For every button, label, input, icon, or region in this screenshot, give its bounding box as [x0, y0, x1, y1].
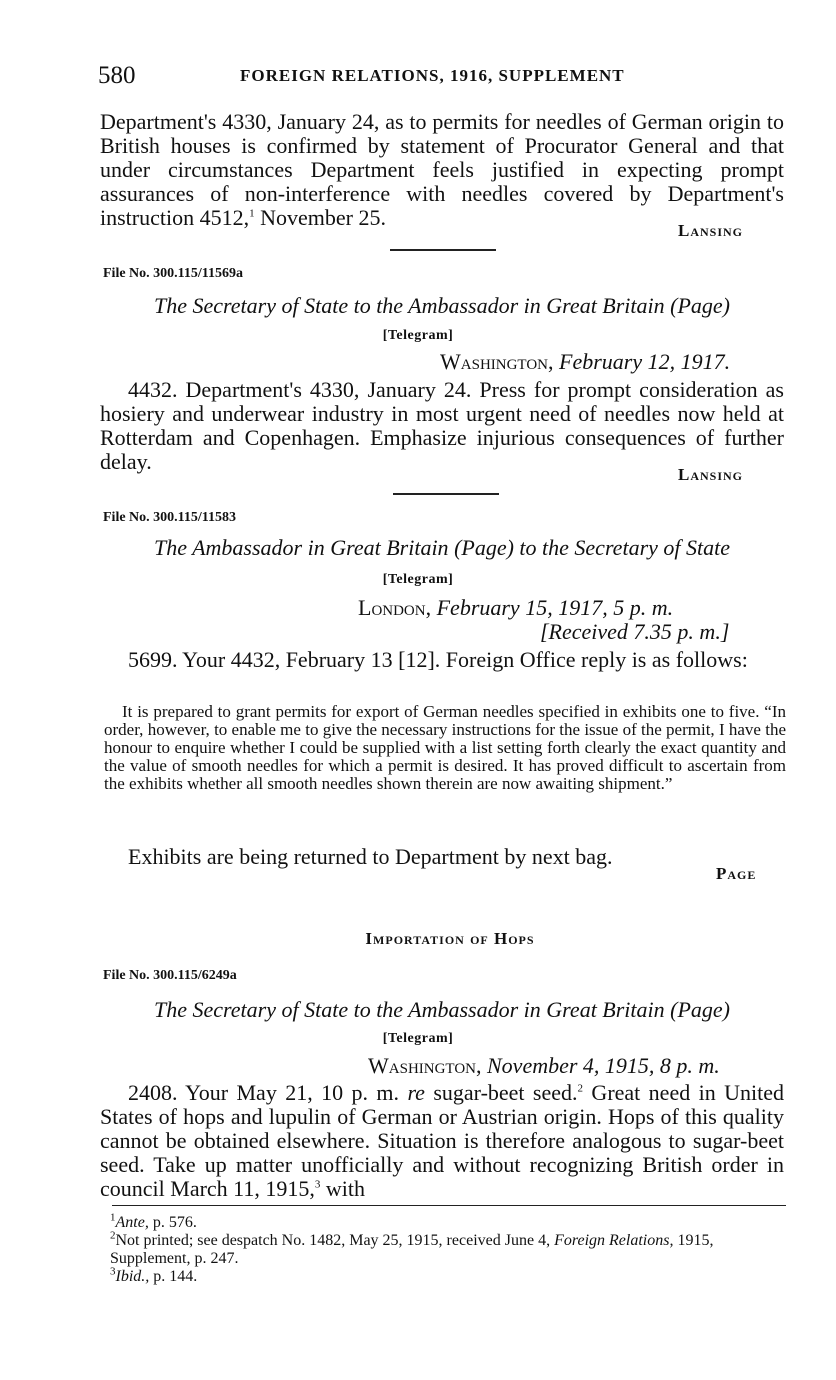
closing-paragraph: [100, 845, 784, 869]
heading-sender: (Page): [454, 535, 514, 560]
signature: Lansing: [678, 221, 744, 240]
telegram-label: [Telegram]: [382, 572, 454, 587]
dateline-date: November 4, 1915, 8 p. m.: [487, 1053, 720, 1078]
telegram-body: [100, 378, 784, 474]
heading-text: The Ambassador in Great Britain: [153, 535, 449, 560]
footnote-mark: 3: [314, 1178, 321, 1191]
dateline-place: London,: [358, 595, 432, 620]
dateline: [358, 595, 673, 621]
page-number: 580: [98, 62, 136, 89]
continued-paragraph: [100, 110, 784, 230]
footnote-3: $^3$Ibid., p. 144.: [110, 1265, 198, 1285]
document-heading: [100, 997, 784, 1023]
dateline-place: Washington,: [440, 349, 554, 374]
paragraph-text-end: November 25.: [254, 205, 386, 230]
divider: [390, 249, 496, 251]
divider: [393, 493, 499, 495]
quoted-reply: It is prepared to grant permits for export of German needles specified in exhibits one to five. “In order, however, to enable me to give the necessary instructions for the issue of the permit, I have the honour to enquire whether I could be supplied with a list setting forth clearly the exact quantity and the value of smooth needles for which a permit is desired. It has proved difficult to ascertain from the exhibits whether all smooth needles shown therein are now awaiting shipment.”: [104, 702, 786, 793]
paragraph-text: Department's 4330, January 24, as to permits for needles of German origin to British houses is confirmed by statement of Procurator General and that under circumstances Department feels justified in expecting prompt assurances of non-interference with needles covered by Department's instruction 4512,: [100, 109, 784, 230]
telegram-label: [Telegram]: [382, 328, 454, 343]
footnote-divider: [112, 1205, 786, 1206]
dateline: [440, 349, 730, 375]
received-line: [Received 7.35 p. m.]: [540, 619, 730, 644]
signature: Lansing: [678, 465, 744, 484]
heading-recipient: to the Secretary of State: [519, 535, 730, 560]
footnote-mark: 2: [577, 1082, 584, 1095]
paragraph-text: 4432. Department's 4330, January 24. Press for prompt consideration as hosiery and underwear industry in most urgent need of needles now held at Rotterdam and Copenhagen. Emphasize injurious consequences of further delay.: [100, 377, 784, 474]
footnote-mark: 1: [249, 207, 255, 220]
signature: Page: [716, 864, 757, 883]
heading-text: The Secretary of State to the Ambassador in Great Britain: [154, 997, 665, 1022]
heading-recipient: (Page): [670, 293, 730, 318]
dateline: [368, 1053, 720, 1079]
paragraph-text: 5699. Your 4432, February 13 [12]. Foreign Office reply is as follows:: [128, 647, 748, 672]
dateline-place: Washington,: [368, 1053, 482, 1078]
telegram-body: [100, 1081, 784, 1201]
dateline-date: February 15, 1917, 5 p. m.: [436, 595, 674, 620]
telegram-body: [100, 648, 784, 672]
footnotes: [110, 1211, 790, 1286]
file-number: File No. 300.115/11569a: [103, 266, 243, 281]
document-heading: [100, 535, 784, 561]
section-title: Importation of Hops: [365, 929, 535, 948]
heading-text: The Secretary of State to the Ambassador in Great Britain: [154, 293, 665, 318]
running-title: FOREIGN RELATIONS, 1916, SUPPLEMENT: [240, 66, 625, 85]
document-heading: [100, 293, 784, 319]
paragraph-text: Exhibits are being returned to Department by next bag.: [128, 844, 613, 869]
footnote-2: $^2$Not printed; see despatch No. 1482, May 25, 1915, received June 4, Foreign Relations, 1915, Supplement, p. 247.: [110, 1229, 714, 1267]
dateline-date: February 12, 1917.: [559, 349, 731, 374]
heading-recipient: (Page): [670, 997, 730, 1022]
footnote-1: $^1$Ante, p. 576.: [110, 1211, 197, 1231]
file-number: File No. 300.115/11583: [103, 510, 236, 525]
file-number: File No. 300.115/6249a: [103, 968, 237, 983]
paragraph-text: 2408. Your May 21, 10 p. m. re sugar-beet seed.$^2$ Great need in United States of hops and lupulin of German or Austrian origin. Hops of this quality cannot be obtained elsewhere. Situation is therefore analogous to sugar-beet seed. Take up matter unofficially and without recognizing British order in council March 11, 1915,$^3$ with: [100, 1080, 785, 1201]
telegram-label: [Telegram]: [382, 1031, 454, 1046]
